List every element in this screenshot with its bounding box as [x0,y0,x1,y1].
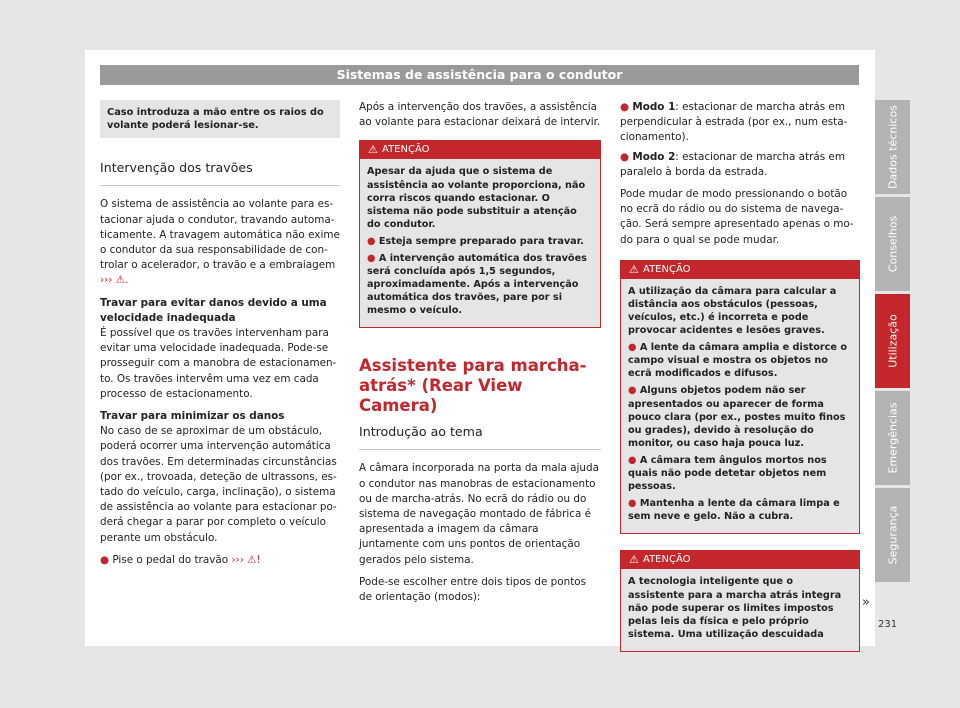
paragraph: Pode-se escolher entre dois tipos de pontos de orientação (modos): [359,575,587,604]
paragraph [100,197,340,288]
warning-list-text: A intervenção automática dos travões será concluída após 1,5 segundos, aproximadamente. Após a intervenção automática dos travões, pare por si mesmo o veículo. [367,252,587,317]
page-header: Sistemas de assistência para o condutor [100,65,859,85]
bullet-icon: ● [628,498,637,510]
bullet-icon: ● [620,150,630,163]
mode-label: Modo 1 [632,101,676,113]
warning-text: A tecnologia inteligente que o assistente para a marcha atrás integra não pode superar os limites impostos pelas leis da física e pelo próprio sistema. Uma utilização descuidada [628,576,842,640]
warning-text: Apesar da ajuda que o sistema de assistência ao volante proporciona, não corra riscos quando estacionar. O sistema não pode substituir a atenção do condutor. [367,166,586,230]
tab-utilizacao[interactable] [875,294,910,388]
warning-list-text: Mantenha a lente da câmara limpa e sem neve e gelo. Não a cubra. [628,498,840,523]
warning-list-item [628,454,852,493]
bullet-icon: ● [100,553,110,566]
list-item [620,100,860,146]
warning-list-text: A lente da câmara amplia e distorce o campo visual e mostra os objetos no ecrã modificados e difusos. [628,342,847,380]
warning-title: ATENÇÃO [382,144,430,156]
mode-label: Modo 2 [632,150,676,163]
warning-title: ATENÇÃO [643,554,691,566]
warning-list-item [367,252,593,317]
paragraph-text: O sistema de assistência ao volante para estacionar ajuda o condutor, travando automaticamente. A travagem automática não exime o condutor da sua responsabilidade de controlar o acelerador, o travão e a embraiagem [100,198,340,272]
warning-box [620,260,860,535]
warning-list-item [628,497,852,523]
warning-body [621,569,859,650]
warning-header [360,141,600,159]
warning-reference[interactable]: ››› ⚠. [100,274,129,287]
continue-arrow-icon: » [862,595,870,610]
list-item [620,150,860,180]
bullet-icon: ● [628,342,637,354]
tab-label: Conselhos [886,215,899,273]
warning-box [620,550,860,651]
column-3 [620,100,860,652]
bullet-icon: ● [628,385,637,397]
warning-list-text: Alguns objetos podem não ser apresentados ou aparecer de forma pouco clara (por ex., postes muito finos ou grades), devido à resolução do monitor, ou caso haja pouca luz. [628,385,846,449]
warning-triangle-icon: ⚠ [368,143,378,157]
tab-dados-tecnicos[interactable] [875,100,910,194]
warning-header [621,261,859,279]
tab-label: Emergências [886,402,899,474]
tab-seguranca[interactable] [875,488,910,582]
subheading: Travar para minimizar os danos [100,410,285,423]
tab-label: Segurança [886,505,899,565]
section-title: Assistente para marcha-atrás* (Rear View Camera) [359,356,587,416]
warning-list-item [628,384,852,449]
warning-list-item [628,341,852,380]
list-item [100,553,340,568]
tab-label: Utilização [886,314,899,368]
bullet-icon: ● [367,252,376,264]
bullet-icon: ● [628,454,637,466]
warning-list-text: A câmara tem ângulos mortos nos quais não pode detetar objetos nem pessoas. [628,454,827,493]
heading-brake-intervention: Intervenção dos travões [100,160,253,176]
paragraph: No caso de se aproximar de um obstáculo, poderá ocorrer uma intervenção automática dos travões. Em determinadas circunstâncias (por ex., trovoada, deteção de ultrassons, estado do veículo, carga, inclinação), o sistema de assistência ao volante para estacionar poderá chegar a parar por completo o veículo perante um obstáculo. [100,425,337,544]
warning-triangle-icon: ⚠ [629,553,639,567]
divider [359,449,601,450]
caution-box: Caso introduza a mão entre os raios do volante poderá lesionar-se. [100,100,340,138]
warning-box [359,140,601,328]
warning-list-text: Esteja sempre preparado para travar. [378,235,584,247]
warning-reference[interactable]: ››› ⚠! [231,553,261,566]
list-item-text: Pise o pedal do travão [112,553,229,566]
warning-list-item [367,235,593,248]
column-1 [100,100,340,575]
tab-conselhos[interactable] [875,197,910,291]
list-item-text: : estacionar de marcha atrás em paralelo à borda da estrada. [620,150,845,178]
tab-emergencias[interactable] [875,391,910,485]
warning-header [621,551,859,569]
tab-label: Dados técnicos [886,105,899,189]
warning-body [360,159,600,327]
warning-title: ATENÇÃO [643,263,691,275]
list-item-text: : estacionar de marcha atrás em perpendicular à estrada (por ex., num estacionamento). [620,101,848,144]
warning-body [621,279,859,534]
paragraph: Após a intervenção dos travões, a assistência ao volante para estacionar deixará de intervir. [359,101,601,129]
bullet-icon: ● [620,101,630,113]
page-number: 231 [878,619,898,630]
paragraph: Pode mudar de modo pressionando o botão no ecrã do rádio ou do sistema de navegação. Será sempre apresentado apenas o modo para o qual se pode mudar. [620,188,854,246]
paragraph: É possível que os travões intervenham para evitar uma velocidade inadequada. Pode-se prosseguir com a manobra de estacionamento. Os travões intervêm uma vez em cada processo de estacionamento. [100,327,337,400]
column-2 [359,100,601,612]
warning-text: A utilização da câmara para calcular a distância aos obstáculos (pessoas, veículos, etc.) é incorreta e pode provocar acidentes e lesões graves. [628,285,837,337]
divider [100,185,340,186]
paragraph: A câmara incorporada na porta da mala ajuda o condutor nas manobras de estacionamento ou de marcha-atrás. No ecrã do rádio ou do sistema de navegação montado de fábrica é apresentada a imagem da câmara juntamente com uns pontos de orientação gerados pelo sistema. [359,462,599,566]
subheading: Travar para evitar danos devido a uma velocidade inadequada [100,296,327,324]
heading-introduction: Introdução ao tema [359,424,483,440]
bullet-icon: ● [367,235,376,247]
warning-triangle-icon: ⚠ [629,262,639,276]
